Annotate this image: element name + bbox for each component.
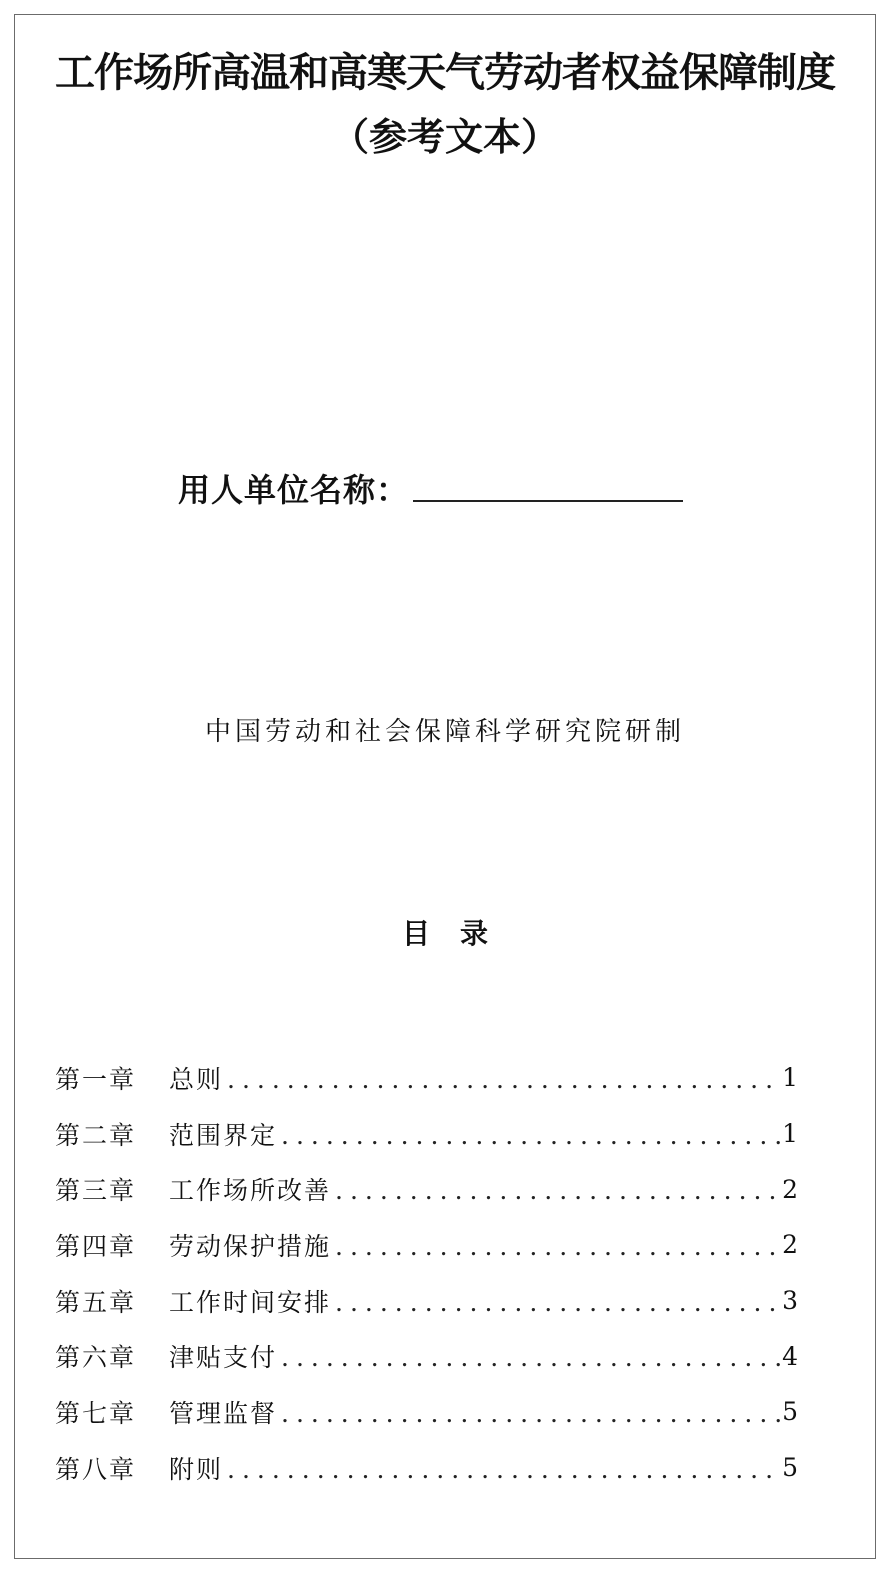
toc-item-4[interactable] [55,1217,798,1273]
toc-dot-leader [223,1453,780,1483]
toc-item-8[interactable] [55,1440,798,1496]
employer-name-field [178,462,683,512]
toc-chapter-number: 第二章 [55,1120,137,1150]
publisher-line: 中国劳动和社会保障科学研究院研制 [204,717,685,747]
toc-heading [14,914,876,954]
toc-page-number: 5 [782,1453,798,1483]
toc-chapter-title: 工作时间安排 [169,1287,332,1317]
toc-item-3[interactable] [55,1161,798,1217]
document-subtitle: （参考文本） [330,115,559,159]
toc-chapter-title: 津贴支付 [169,1343,278,1373]
toc-heading-char-1: 目 [401,917,430,950]
toc-chapter-title: 附则 [169,1454,224,1484]
toc-dot-leader [277,1341,780,1371]
toc-item-1[interactable] [55,1050,798,1106]
toc-chapter-number: 第八章 [55,1454,137,1484]
toc-dot-leader [331,1230,780,1260]
toc-chapter-number: 第七章 [55,1398,137,1428]
toc-chapter-title: 劳动保护措施 [169,1231,332,1261]
toc-page-number: 2 [782,1230,798,1260]
toc-heading-char-2: 录 [460,917,489,950]
toc-chapter-number: 第三章 [55,1176,137,1206]
toc-chapter-number: 第六章 [55,1343,137,1373]
toc-page-number: 1 [782,1063,798,1093]
toc-chapter-number: 第一章 [55,1064,137,1094]
toc-chapter-number: 第五章 [55,1287,137,1317]
toc-page-number: 1 [782,1119,798,1149]
toc-item-2[interactable] [55,1106,798,1162]
employer-name-blank-line [413,500,683,502]
toc-dot-leader [331,1286,780,1316]
toc-chapter-title: 范围界定 [169,1120,278,1150]
toc-item-6[interactable] [55,1328,798,1384]
toc-page-number: 4 [782,1341,798,1371]
toc-chapter-title: 管理监督 [169,1398,278,1428]
toc-chapter-number: 第四章 [55,1231,137,1261]
toc-page-number: 5 [782,1397,798,1427]
employer-name-label: 用人单位名称： [178,471,410,509]
toc-chapter-title: 总则 [169,1064,224,1094]
document-title: 工作场所高温和高寒天气劳动者权益保障制度 [55,50,835,96]
toc-dot-leader [277,1119,780,1149]
toc-item-5[interactable] [55,1273,798,1329]
toc-dot-leader [331,1174,780,1204]
toc-item-7[interactable] [55,1384,798,1440]
toc-list [55,1050,798,1496]
toc-page-number: 3 [782,1286,798,1316]
toc-dot-leader [277,1397,780,1427]
toc-page-number: 2 [782,1174,798,1204]
toc-chapter-title: 工作场所改善 [169,1176,332,1206]
toc-dot-leader [223,1063,780,1093]
